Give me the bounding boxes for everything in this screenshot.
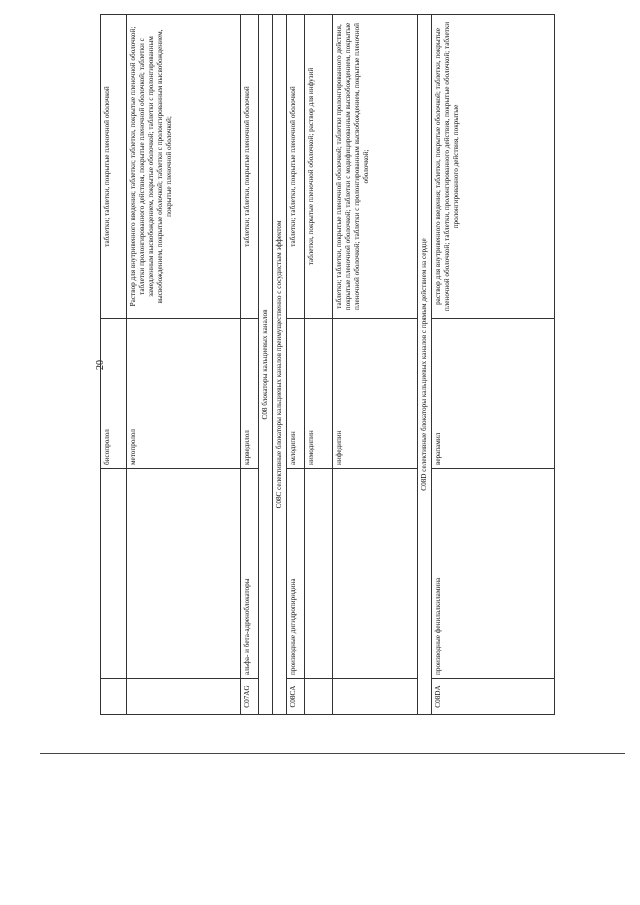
- section-header: C08 блокаторы кальциевых каналов: [259, 15, 273, 715]
- drug-name-cell: нифедипин: [333, 319, 418, 469]
- group-name-cell: [305, 469, 333, 679]
- dosage-forms-cell: таблетки; таблетки, покрытые пленочной оболочкой; таблетки пролонгированного действия, покрытые пленочной оболочкой; таблетки с модифицированным высвобождением, покрытые пленочной оболочкой; таблетки с пролонгированным высвобождением, покрытые пленочной оболочкой;: [333, 15, 418, 319]
- drug-table-body: [101, 15, 555, 715]
- atc-code-cell: C08DA: [432, 679, 555, 715]
- drug-name-cell: нимодипин: [305, 319, 333, 469]
- drug-name-cell: верапамил: [432, 319, 555, 469]
- atc-code-cell: [305, 679, 333, 715]
- table-row: [287, 15, 305, 715]
- atc-code-cell: C08CA: [287, 679, 305, 715]
- group-name-cell: [333, 469, 418, 679]
- page-number: 20: [95, 360, 106, 370]
- drug-table: [100, 14, 555, 715]
- table-section-header-row: [418, 15, 432, 715]
- table-section-header-row: [259, 15, 273, 715]
- group-name-cell: производные дигидропиридина: [287, 469, 305, 679]
- dosage-forms-cell: таблетки; таблетки, покрытые пленочной оболочкой: [101, 15, 127, 319]
- dosage-forms-cell: таблетки; таблетки, покрытые пленочной оболочкой: [241, 15, 259, 319]
- table-section-header-row: [273, 15, 287, 715]
- atc-code-cell: C07AG: [241, 679, 259, 715]
- drug-name-cell: бисопролол: [101, 319, 127, 469]
- rotated-page-content: [95, 15, 610, 715]
- table-row: [333, 15, 418, 715]
- group-name-cell: [101, 469, 127, 679]
- table-row: [101, 15, 127, 715]
- group-name-cell: [127, 469, 241, 679]
- group-name-cell: производные фенилалкиламина: [432, 469, 555, 679]
- drug-name-cell: амлодипин: [287, 319, 305, 469]
- table-row: [241, 15, 259, 715]
- table-row: [305, 15, 333, 715]
- dosage-forms-cell: Раствор для внутривенного введения; таблетки; таблетки, покрытые пленочной оболочкой; таблетки пролонгированного действия, покрытые пленочной оболочкой; таблетки с замедленным высвобождением, покрытые оболочкой; таблетки с пролонгированным высвобождением, покрытые оболочкой; таблетки с пролонгированным высвобождением, покрытые пленочной оболочкой;: [127, 15, 241, 319]
- dosage-forms-cell: таблетки, покрытые пленочной оболочкой; раствор для инфузий: [305, 15, 333, 319]
- atc-code-cell: [127, 679, 241, 715]
- table-row: [432, 15, 555, 715]
- section-header: C08C селективные блокаторы кальциевых каналов преимущественно с сосудистым эффектом: [273, 15, 287, 715]
- group-name-cell: альфа- и бета-адреноблокаторы: [241, 469, 259, 679]
- dosage-forms-cell: таблетки; таблетки, покрытые пленочной оболочкой: [287, 15, 305, 319]
- drug-name-cell: метопролол: [127, 319, 241, 469]
- table-row: [127, 15, 241, 715]
- drug-name-cell: карведилол: [241, 319, 259, 469]
- dosage-forms-cell: раствор для внутривенного введения; таблетки, покрытые оболочкой; таблетки, покрытые пленочной оболочкой; таблетки, пролонгированного действия, покрытые оболочкой; таблетки пролонгированного действия, покрытые: [432, 15, 555, 319]
- section-header: C08D селективные блокаторы кальциевых каналов с прямым действием на сердце: [418, 15, 432, 715]
- page-divider: [40, 753, 625, 754]
- atc-code-cell: [333, 679, 418, 715]
- atc-code-cell: [101, 679, 127, 715]
